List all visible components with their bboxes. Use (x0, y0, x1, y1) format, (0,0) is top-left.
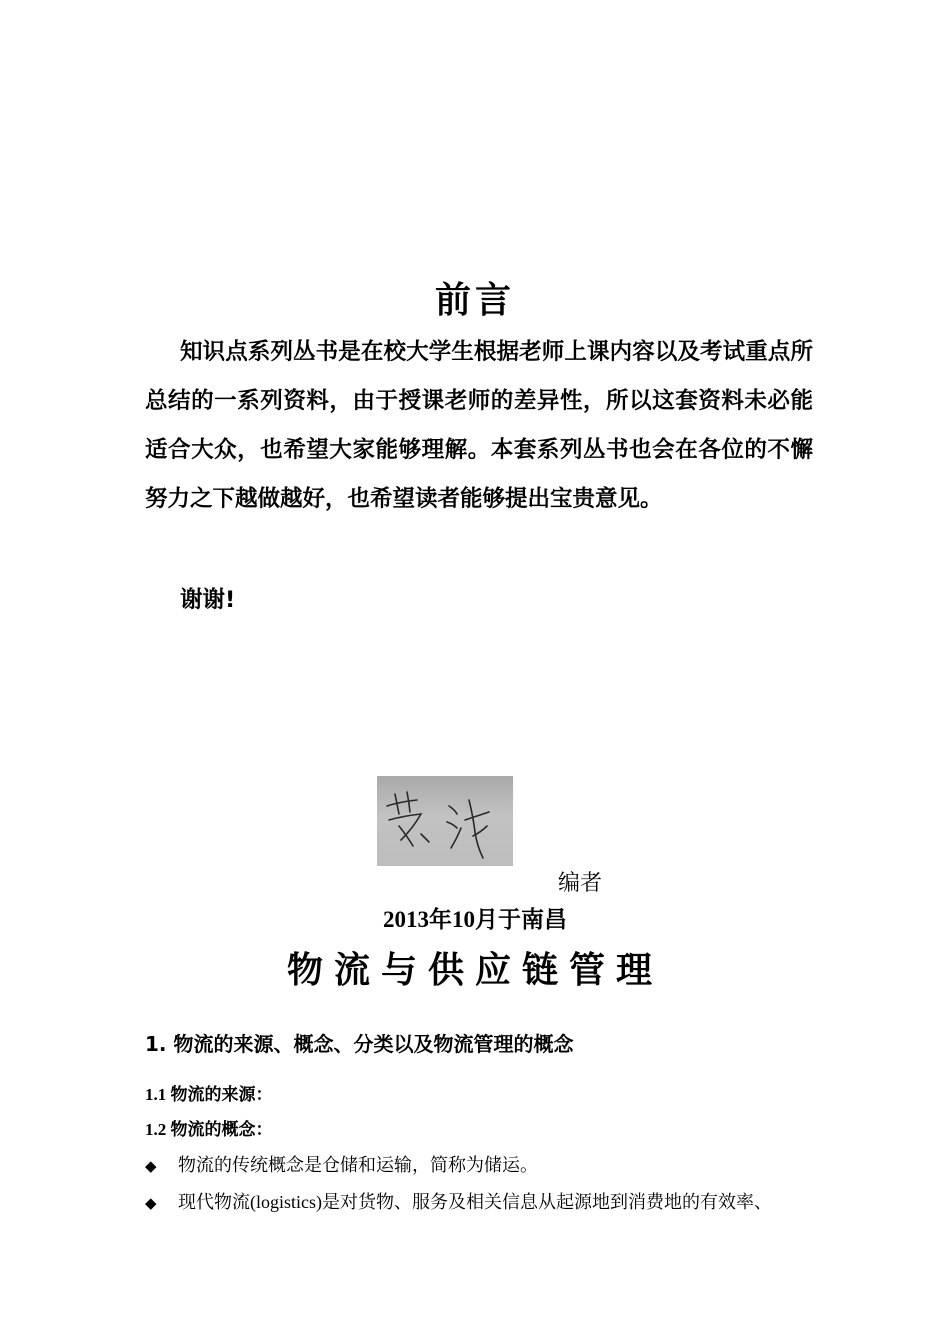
list-item (145, 1187, 835, 1219)
thanks-text: 谢谢! (180, 587, 236, 613)
list-item-text: 现代物流(logistics)是对货物、服务及相关信息从起源地到消费地的有效率、 (178, 1192, 772, 1212)
preface-title: 前言 (434, 279, 515, 321)
handwritten-signature (377, 776, 513, 866)
preface-body: 知识点系列丛书是在校大学生根据老师上课内容以及考试重点所总结的一系列资料，由于授课老师的差异性，所以这套资料未必能适合大众，也希望大家能够理解。本套系列丛书也会在各位的不懈努力之下越做越好，也希望读者能够提出宝贵意见。 (145, 339, 813, 512)
signature-image (377, 776, 513, 866)
section-heading: 1. 物流的来源、概念、分类以及物流管理的概念 (145, 1032, 574, 1056)
subheading-concept: 1.2 物流的概念： (145, 1120, 273, 1139)
list-item (145, 1150, 835, 1182)
editor-label: 编者 (558, 871, 603, 896)
date-line: 2013年10月于南昌 (383, 907, 567, 932)
diamond-bullet-icon: ◆ (145, 1159, 157, 1175)
subheading-origin: 1.1 物流的来源： (145, 1085, 273, 1104)
diamond-bullet-icon: ◆ (145, 1196, 157, 1212)
list-item-text: 物流的传统概念是仓储和运输，简称为储运。 (178, 1155, 538, 1175)
book-title: 物流与供应链管理 (286, 949, 663, 991)
